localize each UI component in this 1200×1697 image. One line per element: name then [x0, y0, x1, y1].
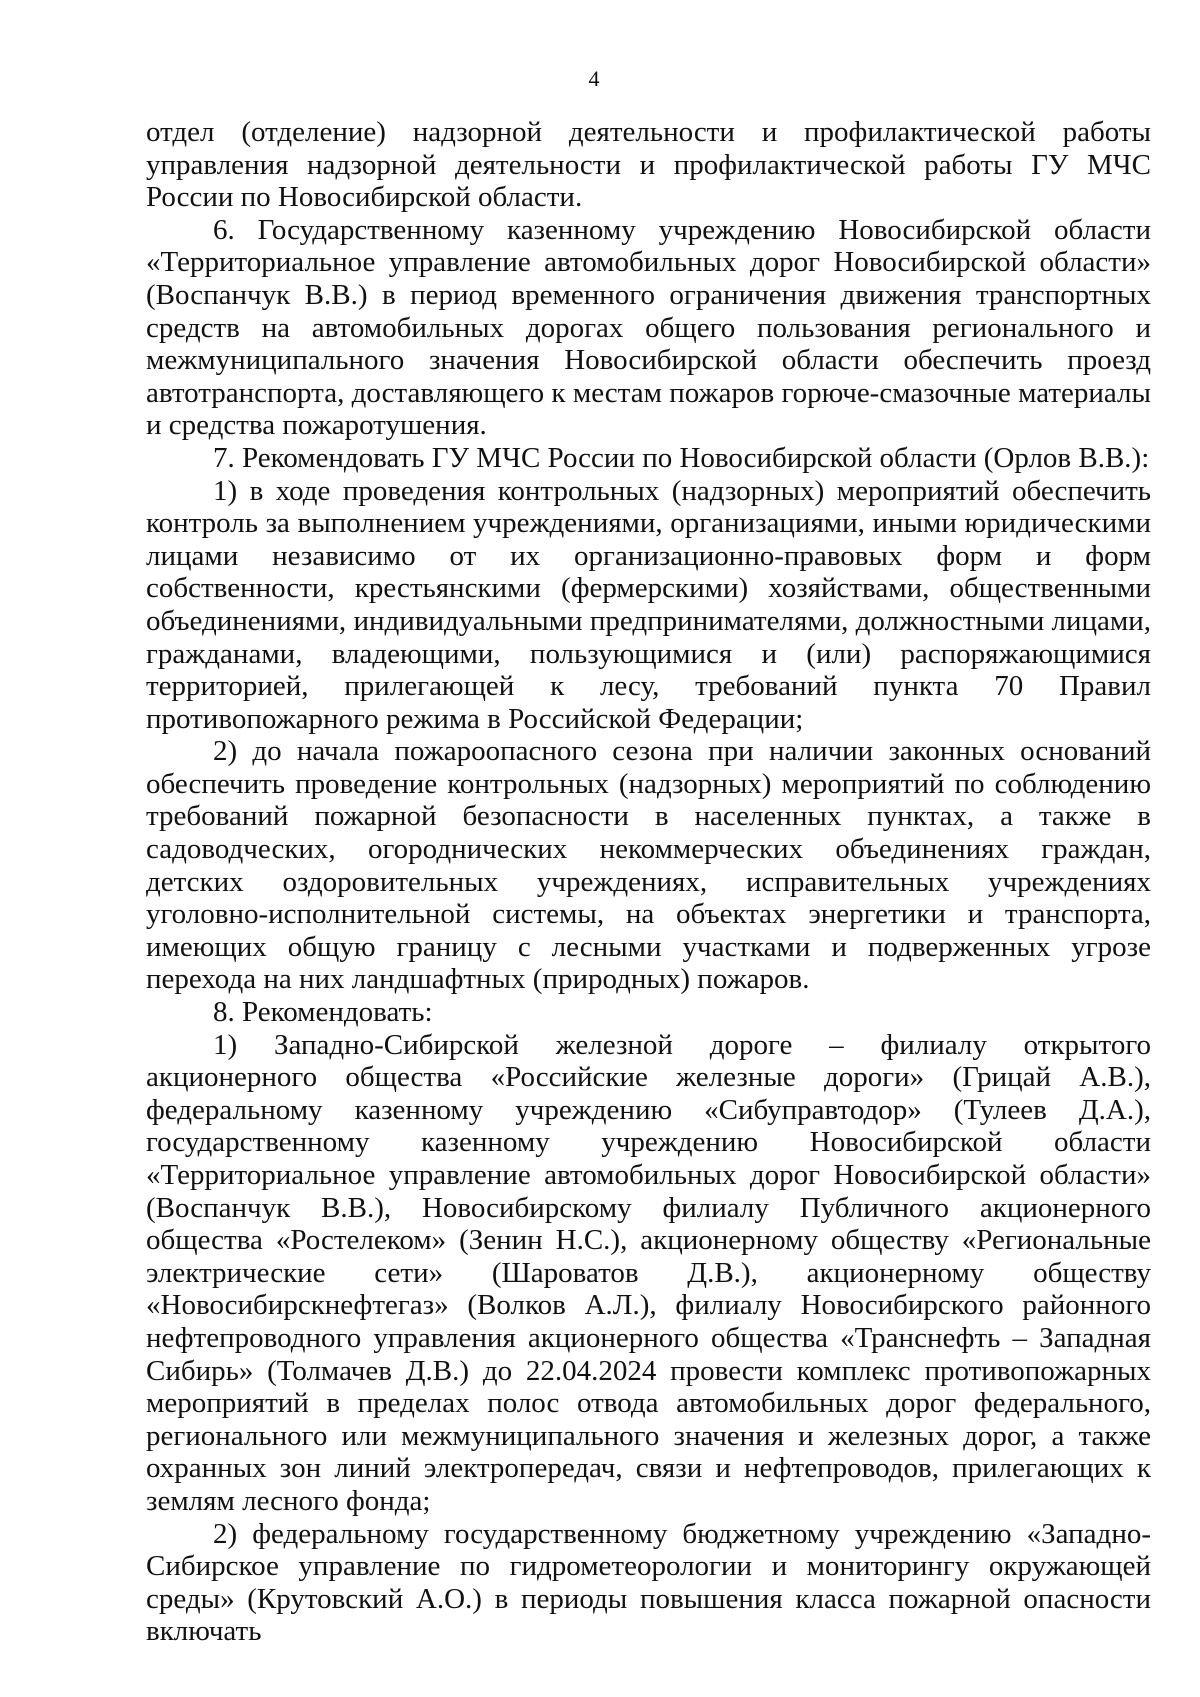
paragraph-continuation-otdel: отдел (отделение) надзорной деятельности и профилактической работы управления надзорной деятельности и профилактической работы ГУ МЧС России по Новосибирской области. — [146, 116, 1151, 214]
paragraph-item-7-2: 2) до начала пожароопасного сезона при наличии законных оснований обеспечить проведение контрольных (надзорных) мероприятий по соблюдению требований пожарной безопасности в населенных пунктах, а также в садоводческих, огороднических некоммерческих объединениях граждан, детских оздоровительных учреждениях, исправительных учреждениях уголовно-исполнительной системы, на объектах энергетики и транспорта, имеющих общую границу с лесными участками и подверженных угрозе перехода на них ландшафтных (природных) пожаров. — [146, 735, 1151, 996]
page-number: 4 — [588, 66, 600, 91]
paragraph-item-7: 7. Рекомендовать ГУ МЧС России по Новосибирской области (Орлов В.В.): — [213, 441, 1150, 474]
paragraph-item-8-1: 1) Западно-Сибирской железной дороге – филиалу открытого акционерного общества «Российские железные дороги» (Грицай А.В.), федеральному казенному учреждению «Сибуправтодор» (Тулеев Д.А.), государственному казенному учреждению Новосибирской области «Территориальное управление автомобильных дорог Новосибирской области» (Воспанчук В.В.), Новосибирскому филиалу Публичного акционерного общества «Ростелеком» (Зенин Н.С.), акционерному обществу «Региональные электрические сети» (Шароватов Д.В.), акционерному обществу «Новосибирскнефтегаз» (Волков А.Л.), филиалу Новосибирского районного нефтепроводного управления акционерного общества «Транснефть – Западная Сибирь» (Толмачев Д.В.) до 22.04.2024 провести комплекс противопожарных мероприятий в пределах полос отвода автомобильных дорог федерального, регионального или межмуниципального значения и железных дорог, а также охранных зон линий электропередач, связи и нефтепроводов, прилегающих к землям лесного фонда; — [146, 1028, 1151, 1517]
paragraph-item-6: 6. Государственному казенному учреждению Новосибирской области «Территориальное управление автомобильных дорог Новосибирской области» (Воспанчук В.В.) в период временного ограничения движения транспортных средств на автомобильных дорогах общего пользования регионального и межмуниципального значения Новосибирской области обеспечить проезд автотранспорта, доставляющего к местам пожаров горюче-смазочные материалы и средства пожаротушения. — [146, 213, 1151, 442]
paragraph-item-8-2: 2) федеральному государственному бюджетному учреждению «Западно-Сибирское управление по гидрометеорологии и мониторингу окружающей среды» (Крутовский А.О.) в периоды повышения класса пожарной опасности включать — [146, 1517, 1151, 1648]
document-body — [146, 116, 1151, 1648]
paragraph-item-8: 8. Рекомендовать: — [213, 996, 433, 1029]
paragraph-item-7-1: 1) в ходе проведения контрольных (надзорных) мероприятий обеспечить контроль за выполнением учреждениями, организациями, иными юридическими лицами независимо от их организационно-правовых форм и форм собственности, крестьянскими (фермерскими) хозяйствами, общественными объединениями, индивидуальными предпринимателями, должностными лицами, гражданами, владеющими, пользующимися и (или) распоряжающимися территорией, прилегающей к лесу, требований пункта 70 Правил противопожарного режима в Российской Федерации; — [146, 474, 1151, 735]
